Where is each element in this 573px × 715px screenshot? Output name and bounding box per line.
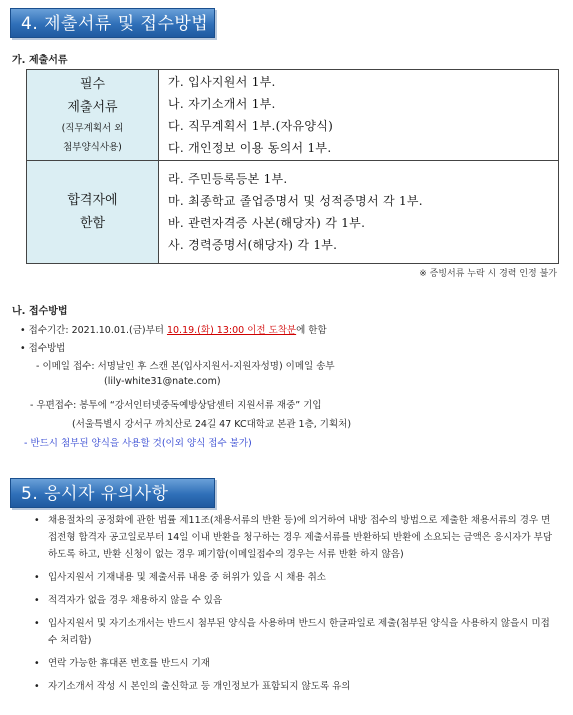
required-docs-list (159, 70, 559, 161)
notes-item (34, 592, 554, 609)
required-doc-item: 다. 직무계획서 1부.(자유양식) (168, 119, 334, 133)
period-prefix: 접수기간: 2021.10.01.(금)부터 (28, 325, 164, 336)
notes-item-text: 채용절차의 공정화에 관한 법률 제11조(채용서류의 반환 등)에 의거하여 내방 접수의 방법으로 제출한 채용서류의 경우 면접전형 합격자 공고일로부터 14일 이내 반환을 청구하는 경우 제출서류를 반환하되 반환에 소요되는 금액은 응시자가 부담하도록 하고, 반환 신청이 없는 경우 폐기함(이메일접수의 경우는 서류 반환 하지 않음) (48, 515, 553, 560)
passed-doc-item: 마. 최종학교 졸업증명서 및 성적증명서 각 1부. (168, 194, 423, 208)
required-label-1: 필수 (79, 77, 106, 92)
subsection-b-label: 나. 접수방법 (12, 306, 68, 317)
applicant-notes-list (34, 512, 554, 701)
evidence-footnote: ※ 증빙서류 누락 시 경력 인정 불가 (419, 269, 557, 279)
bullet-icon: • (20, 325, 26, 336)
notes-item-text: 적격자가 없을 경우 채용하지 않을 수 있음 (48, 595, 223, 606)
required-doc-item: 다. 개인정보 이용 동의서 1부. (168, 141, 332, 155)
mail-address: (서울특별시 강서구 까치산로 24길 47 KC대학교 본관 1층, 기획처) (72, 419, 352, 430)
bullet-icon: • (34, 618, 40, 629)
notes-item (34, 569, 554, 586)
deadline-text: 10.19.(화) 13:00 이전 도착분 (166, 325, 297, 336)
period-suffix: 에 한함 (296, 325, 327, 336)
section-4-header: 4. 제출서류 및 접수방법 (10, 8, 215, 38)
passed-doc-item: 바. 관련자격증 사본(해당자) 각 1부. (168, 216, 366, 230)
notes-item-text: 자기소개서 작성 시 본인의 출신학교 등 개인정보가 표함되지 않도록 유의 (48, 681, 351, 692)
passed-label-2: 한함 (79, 216, 106, 231)
required-label-2: 제출서류 (67, 100, 118, 115)
email-line: - 이메일 접수: 서명날인 후 스캔 본(입사지원서-지원자성명) 이메일 송부 (36, 361, 335, 372)
required-doc-item: 나. 자기소개서 1부. (168, 97, 276, 111)
documents-table (26, 69, 559, 264)
required-note-2: 첨부양식사용) (63, 142, 122, 153)
bullet-icon: • (34, 681, 40, 692)
period-line (20, 322, 327, 336)
form-warning: - 반드시 첨부된 양식을 사용할 것(이외 양식 접수 불가) (24, 438, 252, 449)
notes-item-text: 입사지원서 기재내용 및 제출서류 내용 중 허위가 있을 시 채용 취소 (48, 572, 326, 583)
notes-item (34, 678, 554, 695)
bullet-icon: • (34, 595, 40, 606)
required-docs-header (27, 70, 159, 161)
subsection-a-label: 가. 제출서류 (12, 55, 68, 66)
notes-item (34, 655, 554, 672)
method-line (20, 340, 65, 354)
bullet-icon: • (20, 343, 26, 354)
passed-doc-item: 사. 경력증명서(해당자) 각 1부. (168, 238, 338, 252)
required-doc-item: 가. 입사지원서 1부. (168, 75, 276, 89)
passed-docs-list (159, 161, 559, 264)
bullet-icon: • (34, 572, 40, 583)
notes-item-text: 연락 가능한 휴대폰 번호를 반드시 기재 (48, 658, 210, 669)
notes-item (34, 615, 554, 649)
passed-doc-item: 라. 주민등록등본 1부. (168, 172, 288, 186)
bullet-icon: • (34, 658, 40, 669)
mail-line: - 우편접수: 봉투에 “강서인터넷중독예방상담센터 지원서류 재중” 기입 (30, 400, 322, 411)
passed-docs-header (27, 161, 159, 264)
section-5-header: 5. 응시자 유의사항 (10, 478, 215, 508)
notes-item (34, 512, 554, 563)
email-address: (lily-white31@nate.com) (104, 376, 221, 387)
passed-label-1: 합격자에 (67, 193, 118, 208)
method-label: 접수방법 (28, 343, 66, 354)
bullet-icon: • (34, 515, 40, 526)
required-note-1: (직무계획서 외 (61, 123, 124, 134)
notes-item-text: 입사지원서 및 자기소개서는 반드시 첨부된 양식을 사용하며 반드시 한글파일로 제출(첨부된 양식을 사용하지 않을시 미접수 처리함) (48, 618, 550, 646)
